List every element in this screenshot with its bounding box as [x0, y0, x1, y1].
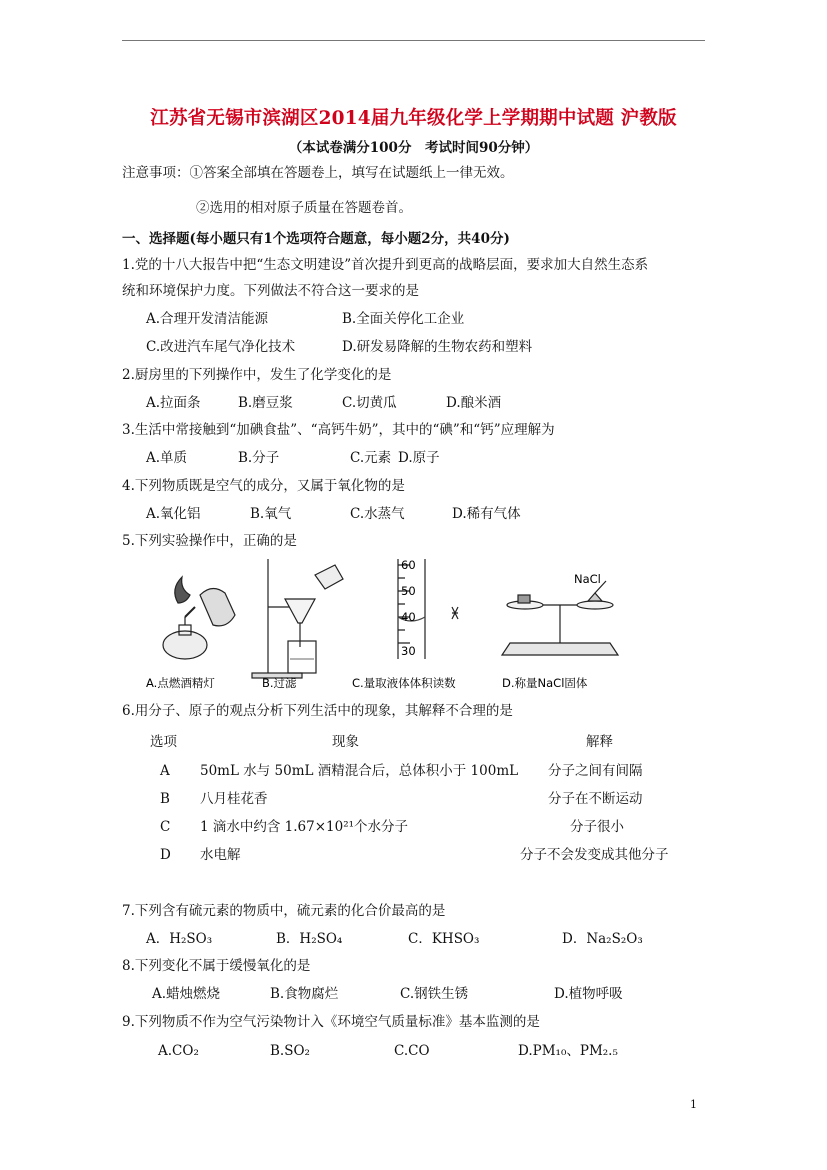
q3-option-b: B.分子 — [238, 450, 280, 466]
q7-stem: 7.下列含有硫元素的物质中，硫元素的化合价最高的是 — [122, 903, 446, 919]
q8-option-c: C.钢铁生锈 — [400, 986, 469, 1002]
q8-option-d: D.植物呼吸 — [554, 986, 623, 1002]
q8-option-b: B.食物腐烂 — [270, 986, 339, 1002]
q5-stem: 5.下列实验操作中，正确的是 — [122, 533, 297, 549]
page-title: 江苏省无锡市滨湖区2014届九年级化学上学期期中试题 沪教版 — [150, 108, 677, 129]
q6-row-d-phenomenon: 水电解 — [200, 847, 241, 863]
q9-option-a: A.CO₂ — [158, 1043, 199, 1059]
q2-option-c: C.切黄瓜 — [342, 395, 397, 411]
q7-option-c: C．KHSO₃ — [408, 931, 480, 947]
q6-header-option: 选项 — [150, 734, 177, 750]
q3-stem: 3.生活中常接触到“加碘食盐”、“高钙牛奶”，其中的“碘”和“钙”应理解为 — [122, 422, 555, 438]
cylinder-tick-30: 30 — [401, 644, 416, 658]
caption-b: B.过滤 — [262, 676, 297, 690]
q9-option-b: B.SO₂ — [270, 1043, 310, 1059]
notes-line-1: 注意事项：①答案全部填在答题卷上，填写在试题纸上一律无效。 — [122, 165, 514, 181]
alcohol-lamp-illustration — [163, 577, 235, 659]
caption-d: D.称量NaCl固体 — [502, 676, 588, 690]
header-rule — [122, 40, 705, 41]
cylinder-tick-60: 60 — [401, 558, 416, 572]
q7-option-d: D．Na₂S₂O₃ — [562, 931, 643, 947]
q3-option-a: A.单质 — [146, 450, 188, 466]
q1-option-b: B.全面关停化工企业 — [342, 311, 465, 327]
cylinder-tick-50: 50 — [401, 584, 416, 598]
q9-option-d: D.PM₁₀、PM₂.₅ — [518, 1043, 618, 1059]
balance-illustration — [502, 581, 618, 655]
filtration-illustration — [252, 559, 343, 678]
q8-stem: 8.下列变化不属于缓慢氧化的是 — [122, 958, 311, 974]
q6-row-b-phenomenon: 八月桂花香 — [200, 791, 268, 807]
q1-option-c: C.改进汽车尾气净化技术 — [146, 339, 296, 355]
q3-option-d: D.原子 — [398, 450, 440, 466]
q7-option-a: A．H₂SO₃ — [146, 931, 213, 947]
q6-row-d-option: D — [160, 847, 171, 863]
q4-option-c: C.水蒸气 — [350, 506, 405, 522]
page-subtitle: （本试卷满分100分 考试时间90分钟） — [288, 140, 539, 156]
cylinder-tick-40: 40 — [401, 610, 416, 624]
notes-line-2: ②选用的相对原子质量在答题卷首。 — [196, 200, 412, 216]
q2-option-d: D.酿米酒 — [446, 395, 502, 411]
q6-header-explanation: 解释 — [586, 734, 613, 750]
q4-option-d: D.稀有气体 — [452, 506, 521, 522]
q6-stem: 6.用分子、原子的观点分析下列生活中的现象，其解释不合理的是 — [122, 703, 513, 719]
q6-row-b-option: B — [160, 791, 170, 807]
q2-stem: 2.厨房里的下列操作中，发生了化学变化的是 — [122, 367, 392, 383]
q7-option-b: B．H₂SO₄ — [276, 931, 343, 947]
q6-row-a-phenomenon: 50mL 水与 50mL 酒精混合后，总体积小于 100mL — [200, 763, 519, 779]
q6-header-phenomenon: 现象 — [332, 734, 359, 750]
q2-option-a: A.拉面条 — [146, 395, 201, 411]
q6-row-c-explanation: 分子很小 — [570, 819, 624, 835]
caption-c: C.量取液体体积读数 — [352, 676, 456, 690]
q6-row-c-phenomenon: 1 滴水中约含 1.67×10²¹个水分子 — [200, 819, 409, 835]
q1-option-d: D.研发易降解的生物农药和塑料 — [342, 339, 533, 355]
q6-row-a-explanation: 分子之间有间隔 — [548, 763, 643, 779]
lab-operations-figure — [140, 555, 630, 695]
q8-option-a: A.蜡烛燃烧 — [152, 986, 221, 1002]
q1-stem-line2: 统和环境保护力度。下列做法不符合这一要求的是 — [122, 283, 419, 299]
q6-row-d-explanation: 分子不会发变成其他分子 — [520, 847, 669, 863]
caption-a: A.点燃酒精灯 — [146, 676, 215, 690]
q4-stem: 4.下列物质既是空气的成分，又属于氧化物的是 — [122, 478, 405, 494]
q9-stem: 9.下列物质不作为空气污染物计入《环境空气质量标准》基本监测的是 — [122, 1014, 540, 1030]
q2-option-b: B.磨豆浆 — [238, 395, 293, 411]
q4-option-b: B.氧气 — [250, 506, 292, 522]
section-heading: 一、选择题(每小题只有1个选项符合题意，每小题2分，共40分) — [122, 231, 510, 247]
q1-option-a: A.合理开发清洁能源 — [146, 311, 269, 327]
nacl-label: NaCl — [574, 572, 601, 586]
q4-option-a: A.氧化铝 — [146, 506, 201, 522]
q6-row-c-option: C — [160, 819, 171, 835]
q3-option-c: C.元素 — [350, 450, 392, 466]
page-number: 1 — [690, 1098, 697, 1111]
q6-row-b-explanation: 分子在不断运动 — [548, 791, 643, 807]
q6-row-a-option: A — [160, 763, 170, 779]
q9-option-c: C.CO — [394, 1043, 430, 1059]
q1-stem-line1: 1.党的十八大报告中把“生态文明建设”首次提升到更高的战略层面，要求加大自然生态系 — [122, 257, 649, 273]
